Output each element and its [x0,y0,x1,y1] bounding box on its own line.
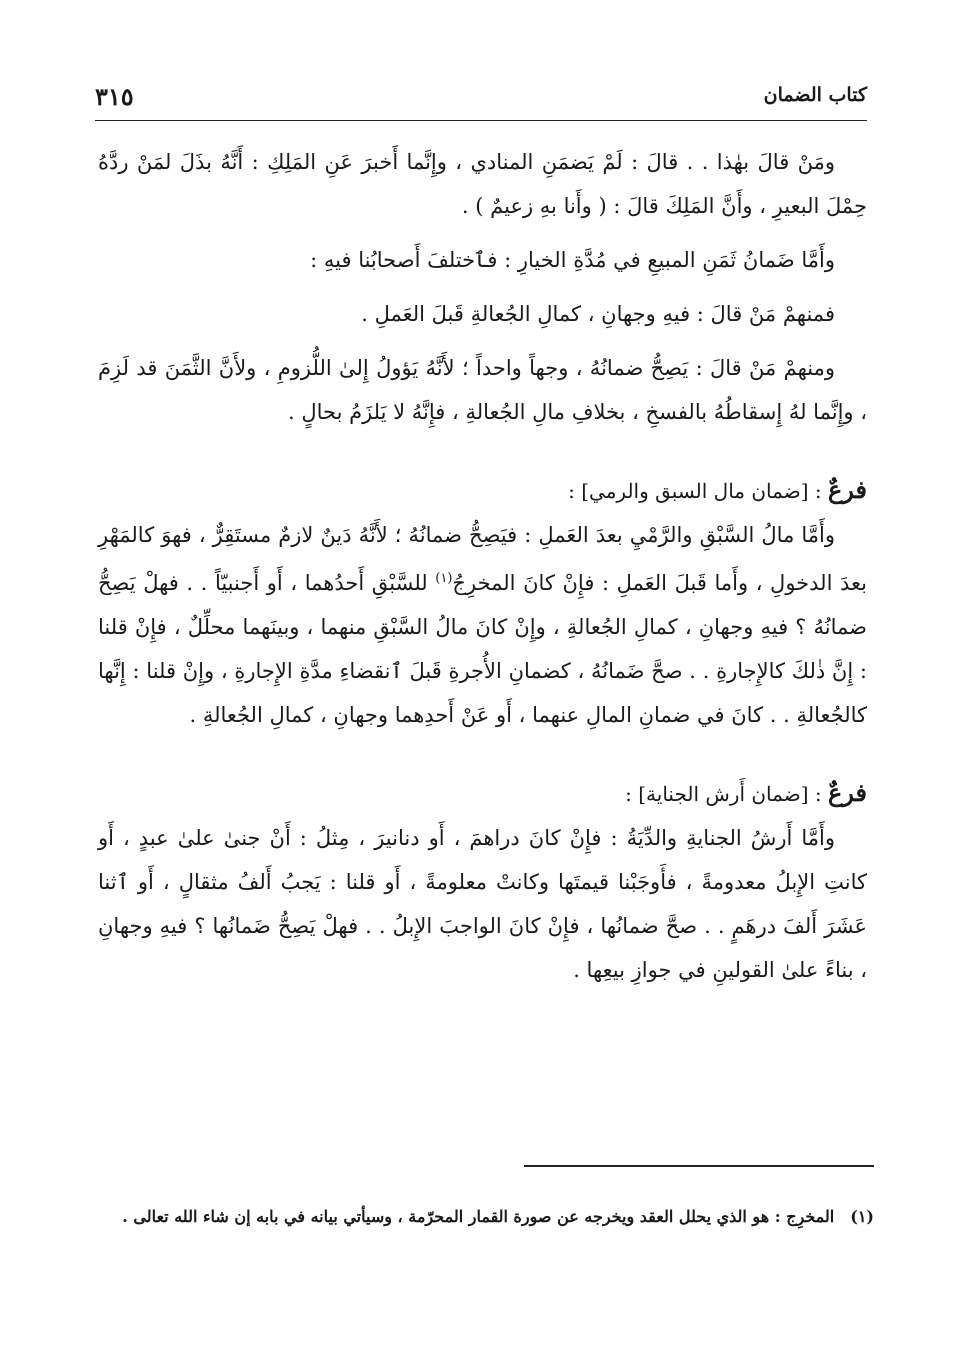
page-number: ٣١٥ [95,82,134,111]
header-divider [95,120,867,121]
paragraph: وأَمَّا أَرشُ الجنايةِ والدِّيَةُ : فإِنْ كانَ دراهمَ ، أَو دنانيرَ ، مِثلُ : أَنْ جنىٰ علىٰ عبدٍ ، أَو كانتِ الإِبلُ معدومةً ، فأَوجَبْنا قيمتَها وكانتْ معلومةً ، أَو قلنا : يَجبُ أَلفُ مثقالٍ ، أَو ٱثنا عَشَرَ أَلفَ درهَمٍ . . صحَّ ضمانُها ، فإِنْ كانَ الواجبَ الإِبلُ . . فهلْ يَصِحُّ ضَمانُها ؟ فيهِ وجهانِ ، بناءً علىٰ القولينِ في جوازِ بيعِها . [98,826,867,982]
page-header [95,84,867,118]
footnote-text: : هو الذي يحلل العقد ويخرجه عن صورة القمار المحرّمة ، وسيأتي بيانه في بابه إن شاء الله تعالى . [122,1207,787,1226]
footnote-reference[interactable]: (١) [435,571,453,586]
running-title: كتاب الضمان [763,84,867,106]
footnote-divider [524,1165,874,1167]
paragraph: وأَمَّا ضَمانُ ثَمَنِ المبيعِ في مُدَّةِ الخيارِ : فٱختلفَ أَصحابُنا فيهِ : [310,248,835,272]
footnote-term: المخرِج [786,1207,835,1226]
section-title: : [ضمان أَرش الجناية] : [625,782,828,806]
section-label: فرعٌ [827,475,867,504]
section-label: فرعٌ [827,778,867,807]
footnote [100,1200,874,1234]
paragraph: ومَنْ قالَ بهٰذا . . قالَ : لَمْ يَضمَنِ المنادي ، وإِنَّما أَخبرَ عَنِ المَلِكِ : أَنَّهُ بذَلَ لمَنْ ردَّهُ حِمْلَ البعيرِ ، وأَنَّ المَلِكَ قالَ : ( وأَنا بهِ زعيمٌ ) . [98,150,867,218]
paragraph [98,513,867,737]
section-heading [98,468,867,513]
paragraph-text: وأَمَّا مالُ السَّبْقِ والرَّمْيِ بعدَ العَملِ : فيَصِحُّ ضمانُهُ ؛ لأَنَّهُ دَينٌ لازمٌ مستَقِرٌّ ، فهوَ كالمَهْرِ بعدَ الدخولِ ، وأَما قَبلَ العَملِ : فإِنْ كانَ المخرِجُ [98,523,867,595]
section-heading [98,771,867,816]
footnote-marker: (١) [850,1207,874,1226]
paragraph: ومنهمْ مَنْ قالَ : يَصِحُّ ضمانُهُ ، وجهاً واحداً ؛ لأَنَّهُ يَؤولُ إِلىٰ اللُّزومِ ، ولأَنَّ الثَّمَنَ قد لَزِمَ ، وإِنَّما لهُ إِسقاطُهُ بالفسخِ ، بخلافِ مالِ الجُعالةِ ، فإِنَّهُ لا يَلزَمُ بحالٍ . [98,356,867,424]
section-title: : [ضمان مال السبق والرمي] : [568,479,828,503]
main-text [98,140,867,992]
paragraph: فمنهمْ مَنْ قالَ : فيهِ وجهانِ ، كمالِ الجُعالةِ قَبلَ العَملِ . [361,302,835,326]
paragraph-text: للسَّبْقِ أَحدُهما ، أَو أَجنبيّاً . . فهلْ يَصِحُّ ضمانُهُ ؟ فيهِ وجهانِ ، كمالِ الجُعالةِ ، وإِنْ كانَ مالُ السَّبْقِ منهما ، وبينَهما محلِّلٌ ، فإِنْ قلنا : إِنَّ ذٰلكَ كالإِجارةِ . . صحَّ ضَمانُهُ ، كضمانِ الأُجرةِ قَبلَ ٱنقضاءِ مدَّةِ الإِجارةِ ، وإِنْ قلنا : إِنَّها كالجُعالةِ . . كانَ في ضمانِ المالِ عنهما ، أَو عَنْ أَحدِهما وجهانِ ، كمالِ الجُعالةِ . [98,571,867,727]
